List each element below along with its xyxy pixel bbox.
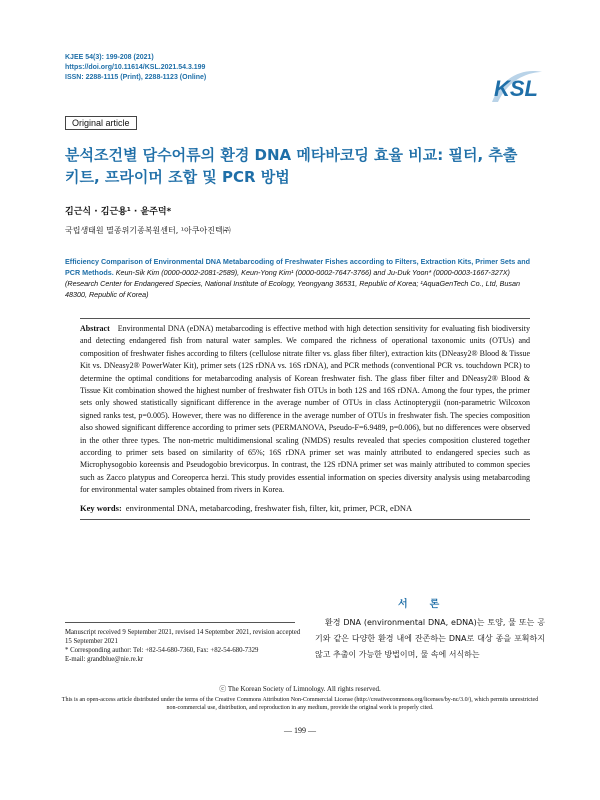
english-title: Efficiency Comparison of Environmental DNA Metabarcoding of Freshwater Fishes according to Filters, Extraction Kits, Primer Sets and PCR Methods. [65,257,531,277]
corresponding-author: * Corresponding author: Tel: +82-54-680-7360, Fax: +82-54-680-7329 [65,647,259,654]
ksl-logo [488,66,544,106]
manuscript-info [65,628,305,664]
journal-header [65,53,206,83]
english-header [65,256,540,300]
section-heading-introduction: 서론 [398,599,462,610]
abstract-section [80,318,530,520]
copyright-notice: ⓒ The Korean Society of Limnology. All rights reserved. [219,685,381,693]
journal-citation: KJEE 54(3): 199-208 (2021) [65,54,154,61]
english-authors-affiliation: Keun-Sik Kim (0000-0002-2081-2589), Keun-Yong Kim¹ (0000-0002-7647-3766) and Ju-Duk Yoon* (0000-0003-1667-327X) (Research Center for Endangered Species, National Institute of Ecology, Yeongyang 36531, Republic of Korea; ¹AquaGenTech Co., Ltd, Busan 48300, Republic of Korea) [65,268,520,299]
page-title: 분석조건별 담수어류의 환경 DNA 메타바코딩 효율 비교: 필터, 추출 키트, 프라이머 조합 및 PCR 방법 [65,146,518,186]
affiliation-korean: 국립생태원 멸종위기종복원센터, ¹아쿠아진텍㈜ [65,226,231,235]
keywords-label: Key words: [80,502,122,513]
keywords-text: environmental DNA, metabarcoding, freshwater fish, filter, kit, primer, PCR, eDNA [125,502,413,513]
authors-korean: 김근식 · 김근용¹ · 윤주덕* [65,207,172,217]
issn: ISSN: 2288-1115 (Print), 2288-1123 (Online) [65,74,207,81]
doi-link[interactable]: https://doi.org/10.11614/KSL.2021.54.3.199 [65,64,206,71]
logo-text: KSL [494,76,538,101]
corresponding-email[interactable]: E-mail: grandblue@nie.re.kr [65,656,144,663]
abstract-label: Abstract [80,324,110,333]
license-notice: This is an open-access article distributed under the terms of the Creative Commons Attribution Non-Commercial License (http://creativecommons.org/licenses/by-nc/3.0/), which permits unrestricted non-commercial use, distribution, and reproduction in any medium, provide the original work is properly cited. [61,697,539,711]
article-type-badge: Original article [65,116,137,130]
introduction-text: 환경 DNA (environmental DNA, eDNA)는 토양, 물 또는 공기와 같은 다양한 환경 내에 잔존하는 DNA로 대상 종을 포획하지 않고 추출이 가능한 방법이며, 물 속에 서식하는 [315,618,545,659]
abstract [80,323,530,497]
abstract-text: Environmental DNA (eDNA) metabarcoding is effective method with high detection sensitivity for evaluating fish biodiversity and detecting endangered fish from natural water samples. We compared the richness of operational taxonomic units (OTUs) and composition of freshwater fishes according to filters (cellulose nitrate filter vs. glass fiber filter), extraction kits (DNeasy2® Blood & Tissue Kit vs. DNeasy2® PowerWater Kit), primer sets (12S rDNA vs. 16S rDNA), and PCR methods (conventional PCR vs. touchdown PCR) to determine the optimal conditions for metabarcoding analysis of Korean freshwater fish. The glass fiber filter and DNeasy2® Blood & Tissue Kit combination showed the highest number of freshwater fish OTUs in both 12S and 16S rDNA. Among the four types, the primer sets only showed statistically significant difference in the average number of OTUs in class Actinopterygii (non-parametric Wilcoxon signed ranks test, p=0.005). However, there was no difference in the average number of OTUs in freshwater fish. The species composition also showed significant difference according to primer sets (PERMANOVA, Pseudo-F=6.9489, p=0.006), but no differences were observed in the other three types. The non-metric multidimensional scaling (NMDS) results revealed that species composition clustered together according to primer sets based on similarity of 65%; 16S rDNA primer set was mainly attributed to endangered species such as Microphysogobio koreensis and Pseudogobio brevicorpus. In contrast, the 12S rDNA primer set was mainly attributed to common species such as Zacco platypus and Coreoperca herzi. This study provides essential information on species diversity analysis using metabarcoding for environmental water samples obtained from rivers in Korea. [80,324,530,495]
footnote-divider [65,622,295,623]
page-number: — 199 — [284,726,316,735]
keywords [80,503,530,513]
manuscript-dates: Manuscript received 9 September 2021, revised 14 September 2021, revision accepted 15 September 2021 [65,629,301,645]
